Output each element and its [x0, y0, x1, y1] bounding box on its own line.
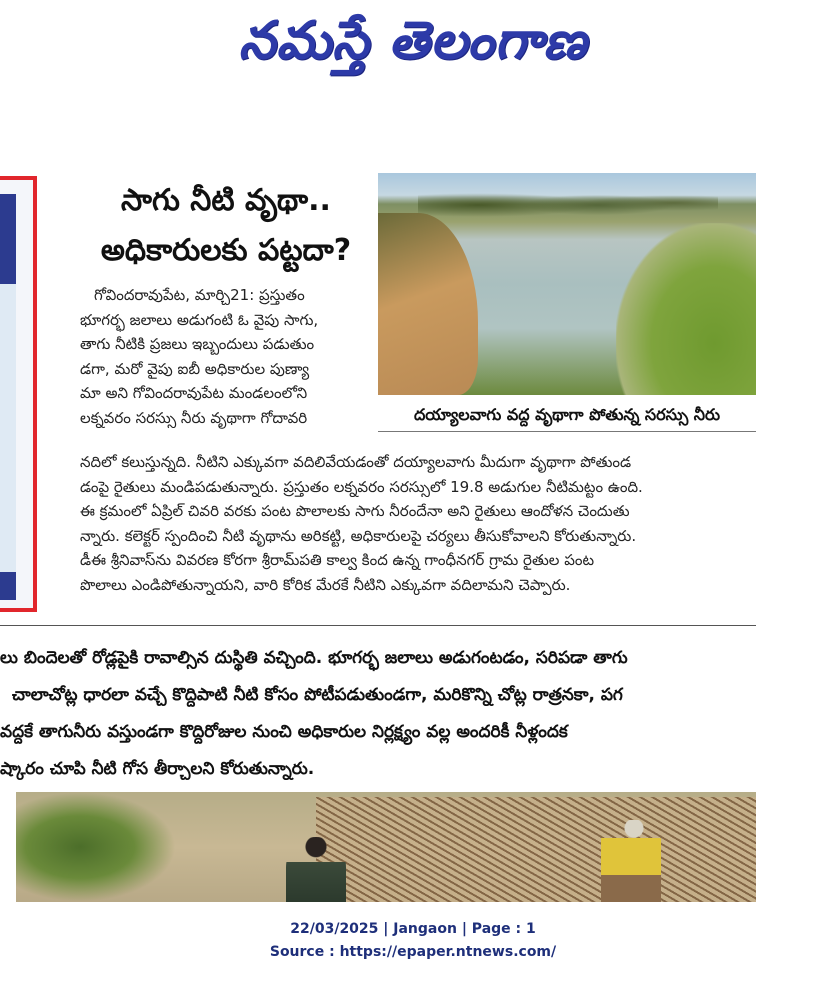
story2-line: వద్దకే తాగునీరు వస్తుండగా కొద్దిరోజుల నుంచి అధికారుల నిర్లక్ష్యం వల్ల అందరికీ నీళ్లందక [0, 722, 568, 742]
masthead-logo: నమస్తే తెలంగాణ [238, 11, 588, 71]
farm-photo [16, 792, 756, 902]
side-advertisement [0, 176, 37, 612]
ad-panel [0, 284, 16, 572]
ad-stripe-top [0, 194, 16, 284]
article-body-left [80, 283, 372, 430]
photo-person-woman [286, 837, 346, 902]
body-line: డీఈ శ్రీనివాస్‌ను వివరణ కోరగా శ్రీరామ్‌పతి కాల్వ కింద ఉన్న గాంధీనగర్ గ్రామ రైతుల పంట [80, 551, 595, 569]
body-line: తాగు నీటికి ప్రజలు ఇబ్బందులు పడుతుం [80, 335, 315, 353]
ad-stripe-bottom [0, 572, 16, 600]
masthead [0, 0, 826, 85]
article-headline [80, 176, 372, 276]
body-line: నదిలో కలుస్తున్నది. నీటిని ఎక్కువగా వదిలివేయడంతో దయ్యాలవాగు మీదుగా వృథాగా పోతుండ [80, 453, 632, 471]
story2-line: ష్కారం చూపి నీటి గోస తీర్చాలని కోరుతున్నారు. [0, 759, 315, 779]
body-line: డంపై రైతులు మండిపడుతున్నారు. ప్రస్తుతం లక్నవరం సరస్సులో 19.8 అడుగుల నీటిమట్టం ఉంది. [80, 477, 643, 496]
footer-date-edition: 22/03/2025 | Jangaon | Page : 1 [290, 921, 536, 937]
body-line: పొలాలు ఎండిపోతున్నాయని, వారి కోరిక మేరకే నీటిని ఎక్కువగా వదిలామని చెప్పారు. [80, 575, 571, 594]
photo-caption: దయ్యాలవాగు వద్ద వృథాగా పోతున్న సరస్సు నీరు [378, 400, 756, 432]
second-story [0, 640, 770, 788]
photo-person-farmer [601, 820, 661, 902]
footer-source: Source : https://epaper.ntnews.com/ [269, 944, 557, 960]
body-line: గోవిందరావుపేట, మార్చి21: ప్రస్తుతం [94, 286, 305, 304]
river-photo [378, 173, 756, 395]
story2-line: లు బిందెలతో రోడ్లపైకి రావాల్సిన దుస్థితి వచ్చింది. భూగర్భ జలాలు అడుగంటడం, సరిపడా తాగు [0, 648, 628, 668]
body-line: న్నారు. కలెక్టర్ స్పందించి నీటి వృథాను అరికట్టి, అధికారులపై చర్యలు తీసుకోవాలని కోరుతున్నారు. [80, 526, 637, 545]
body-line: డగా, మరో వైపు ఐబీ అధికారుల పుణ్యా [80, 359, 310, 378]
photo-right-bank [616, 223, 756, 395]
story2-line: చాలాచోట్ల ధారలా వచ్చే కొద్దిపాటి నీటి కోసం పోటీపడుతుండగా, మరికొన్ని చోట్ల రాత్రనకా, పగ [12, 685, 623, 705]
photo-trees [418, 181, 718, 221]
article-body-full [80, 450, 756, 597]
body-line: లక్నవరం సరస్సు నీరు వృథాగా గోదావరి [80, 408, 308, 427]
headline-line-1: సాగు నీటి వృథా.. [121, 183, 331, 218]
body-line: మా అని గోవిందరావుపేట మండలంలోని [80, 384, 308, 402]
body-line: భూగర్భ జలాలు అడుగంటి ఓ వైపు సాగు, [80, 310, 319, 329]
page-footer [0, 918, 826, 964]
photo-left-bank [378, 213, 478, 395]
section-divider [0, 625, 756, 626]
headline-line-2: అధికారులకు పట్టదా? [100, 233, 352, 268]
body-line: ఈ క్రమంలో ఏప్రిల్ చివరి వరకు పంట పొలాలకు సాగు నీరందేనా అని రైతులు ఆందోళన చెందుతు [80, 502, 630, 520]
photo-shrub [16, 792, 176, 902]
photo-stick-pile [316, 797, 756, 902]
